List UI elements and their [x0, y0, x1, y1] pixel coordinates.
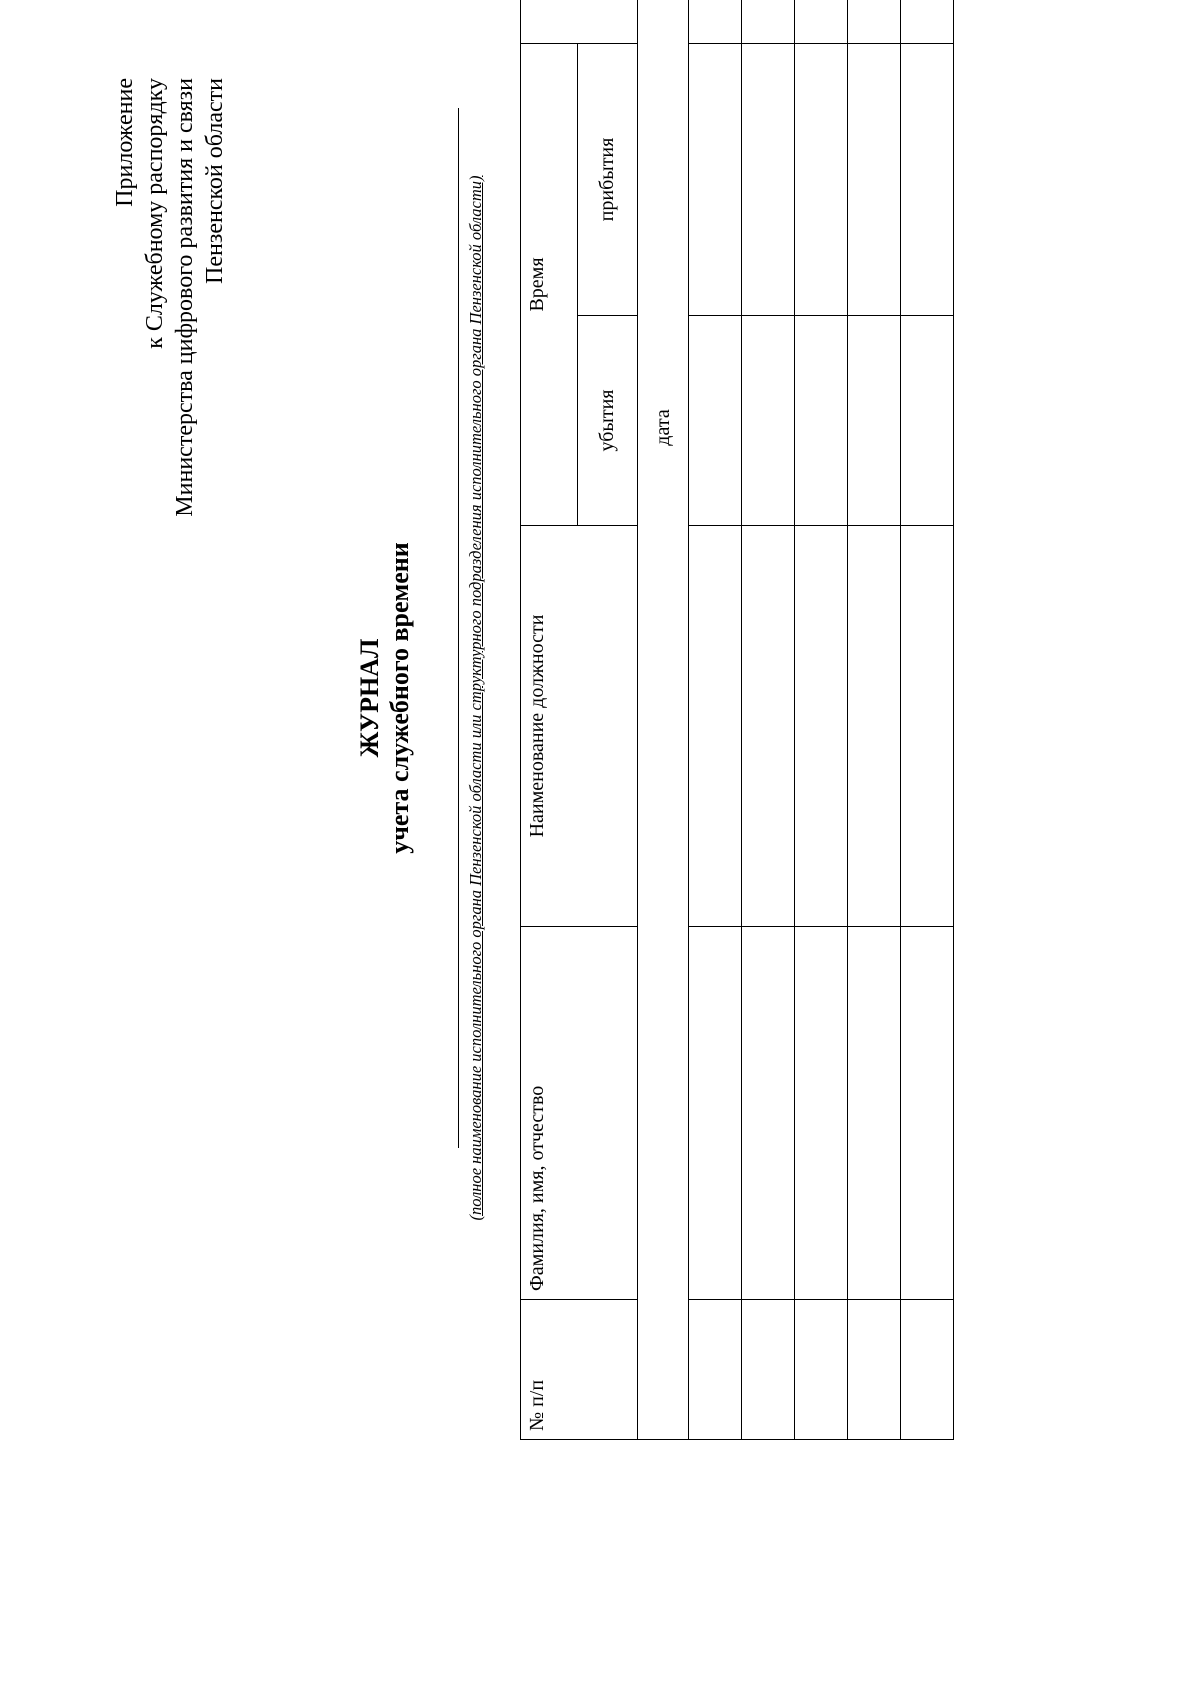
document-title: [355, 398, 415, 998]
title-sub: учета служебного времени: [385, 542, 414, 854]
header-departure: убытия: [578, 316, 638, 526]
title-main: ЖУРНАЛ: [355, 638, 384, 758]
appendix-line-1: Приложение: [112, 78, 138, 207]
header-number: № п/п: [521, 1300, 638, 1440]
table-row: [689, 0, 742, 1440]
org-name-blank-line: [458, 108, 459, 1148]
table-row: [901, 0, 954, 1440]
org-name-caption: (полное наименование исполнительного органа Пензенской области или структурного подразделения исполнительного органа Пензенской области): [466, 175, 485, 1221]
appendix-line-3: Министерства цифрового развития и связи: [172, 78, 198, 517]
header-full-name: Фамилия, имя, отчество: [521, 927, 638, 1300]
header-time: Время: [521, 43, 578, 525]
appendix-note: [110, 78, 230, 698]
journal-table: [520, 0, 954, 1440]
date-row: дата: [638, 0, 689, 1440]
table-row: [795, 0, 848, 1440]
table-row: [742, 0, 795, 1440]
header-position: Наименование должности: [521, 526, 638, 927]
header-place-purpose: [521, 0, 638, 43]
appendix-line-2: к Служебному распорядку: [142, 78, 168, 349]
appendix-line-4: Пензенской области: [202, 78, 228, 284]
table-row: [848, 0, 901, 1440]
header-arrival: прибытия: [578, 43, 638, 315]
